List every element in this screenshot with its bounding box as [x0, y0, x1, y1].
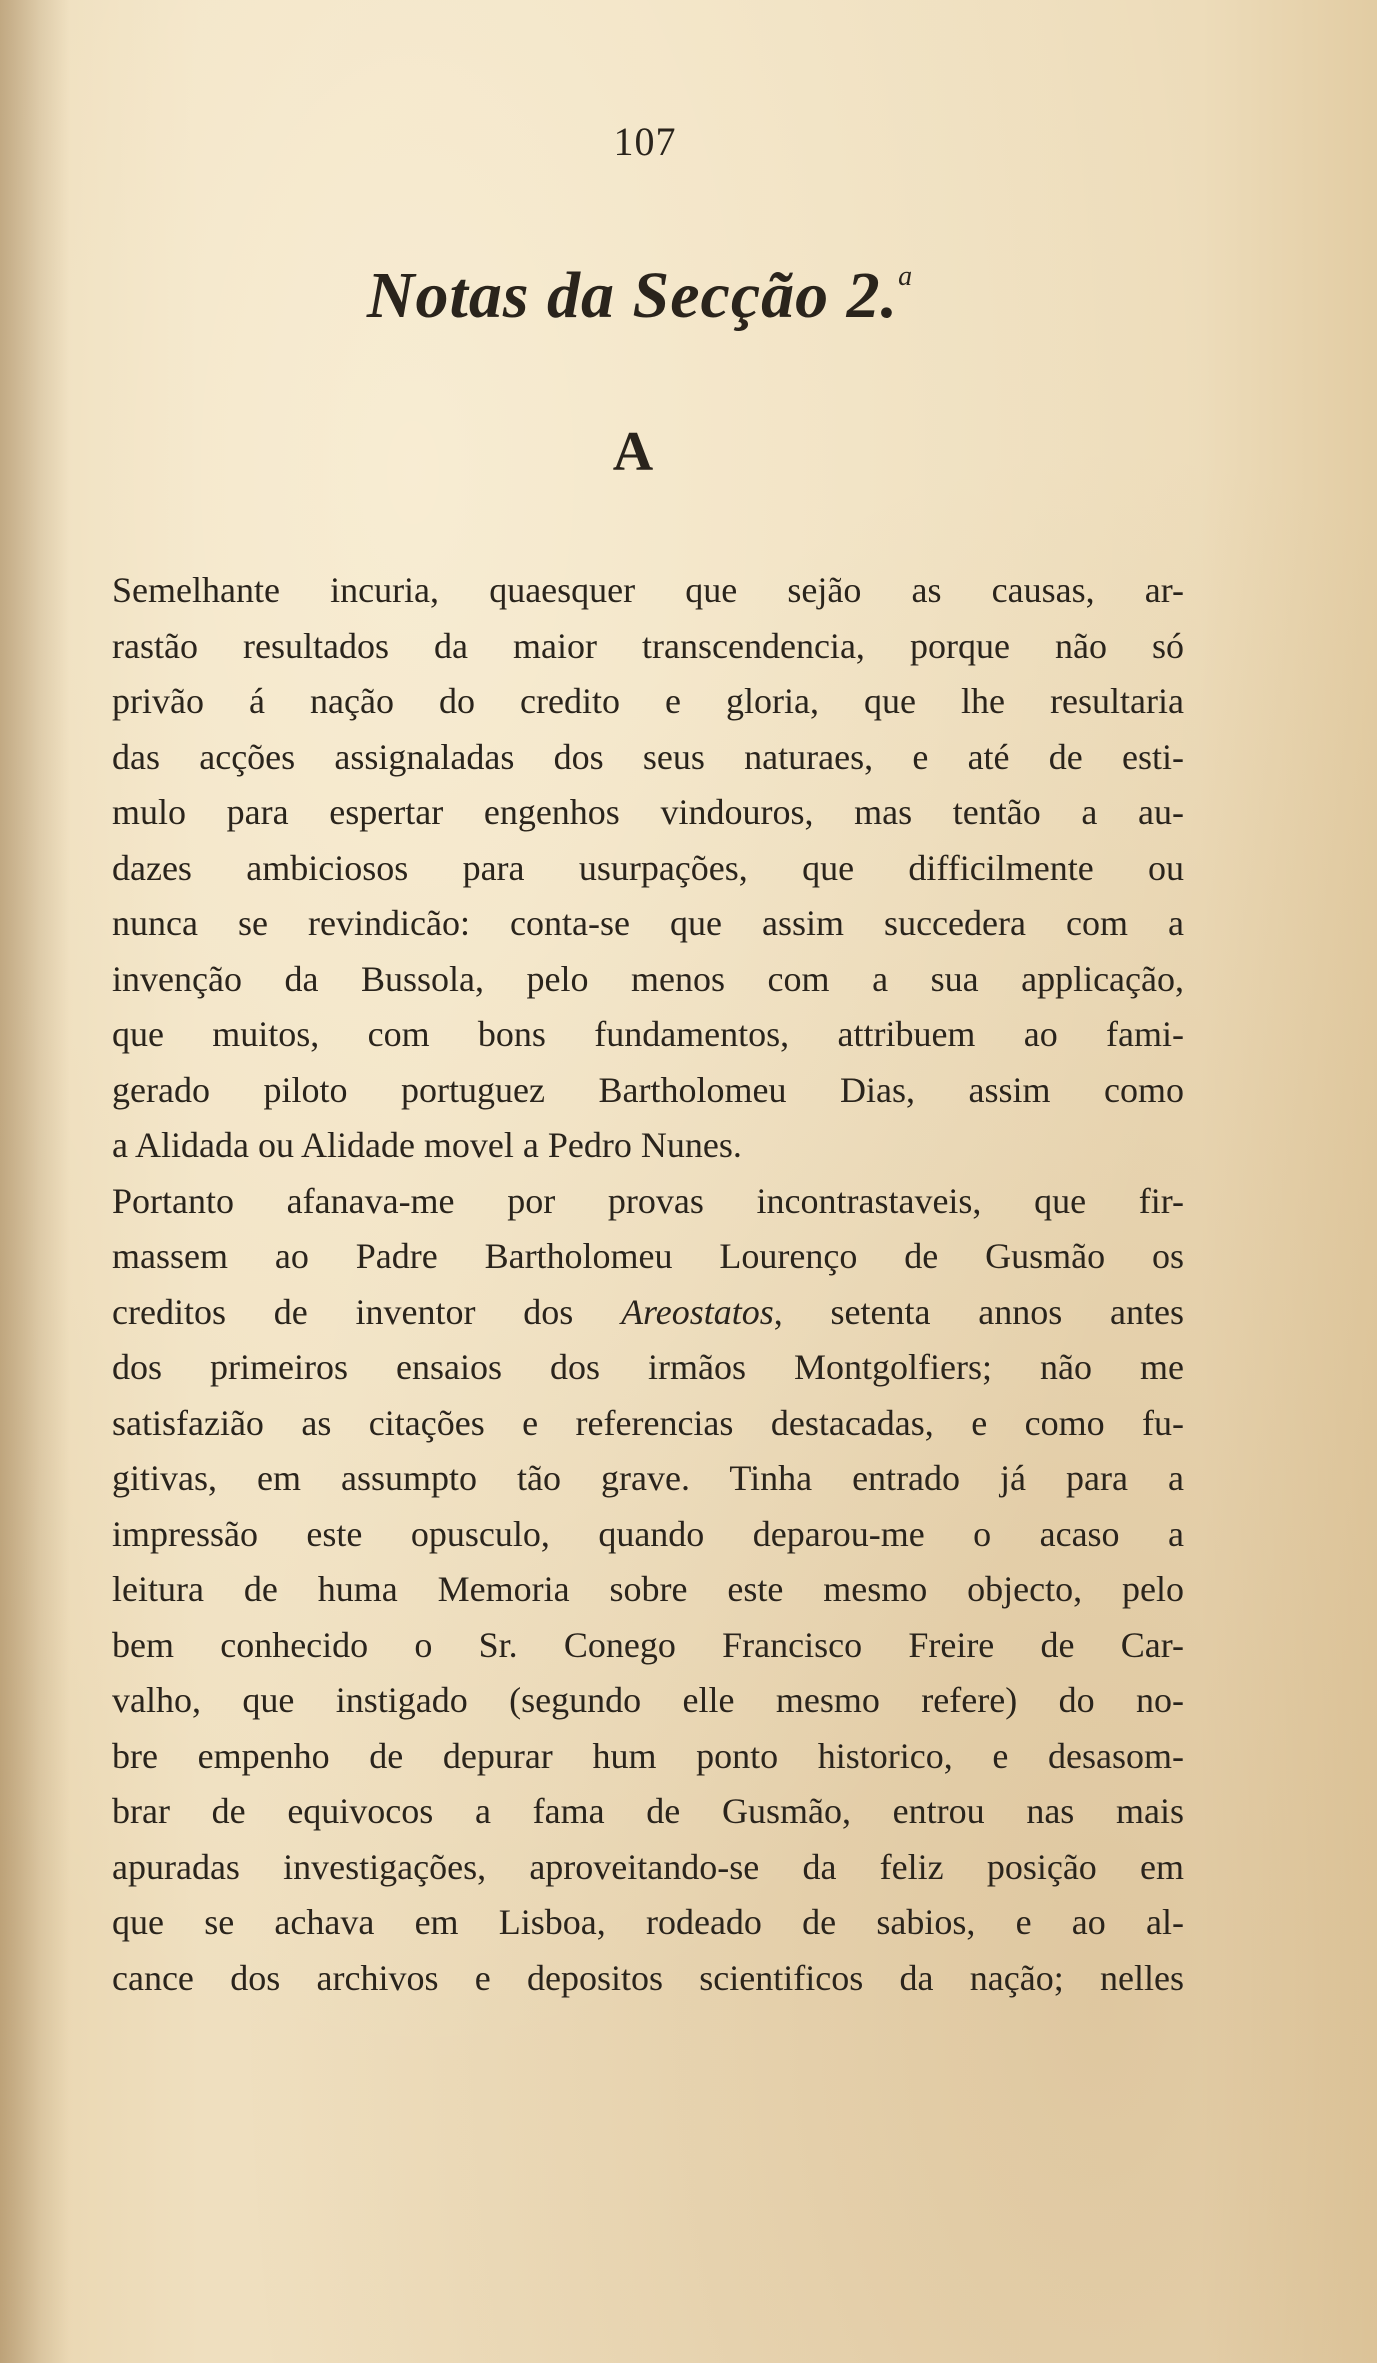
- text-line: valho, que instigado (segundo elle mesmo refere) do no-: [112, 1680, 1184, 1720]
- text-line: que muitos, com bons fundamentos, attribuem ao fami-: [112, 1014, 1184, 1054]
- text-line: brar de equivocos a fama de Gusmão, entrou nas mais: [112, 1791, 1184, 1831]
- text-line: a Alidada ou Alidade movel a Pedro Nunes.: [112, 1125, 742, 1165]
- section-title-superscript: a: [898, 261, 914, 292]
- text-line: das acções assignaladas dos seus naturaes, e até de esti-: [112, 736, 1184, 777]
- text-line: invenção da Bussola, pelo menos com a sua applicação,: [112, 958, 1184, 999]
- text-line: mulo para espertar engenhos vindouros, mas tentão a au-: [112, 792, 1184, 832]
- text-line: rastão resultados da maior transcendencia, porque não só: [112, 625, 1184, 666]
- section-title: [0, 258, 1280, 334]
- text-line: bre empenho de depurar hum ponto historico, e desasom-: [112, 1735, 1184, 1776]
- text-line: cance dos archivos e depositos scientificos da nação; nelles: [112, 1957, 1184, 1998]
- text-line: dazes ambiciosos para usurpações, que difficilmente ou: [112, 847, 1184, 888]
- section-title-text: Notas da Secção 2.: [366, 259, 899, 332]
- text-line: gitivas, em assumpto tão grave. Tinha entrado já para a: [112, 1458, 1184, 1498]
- text-line: satisfazião as citações e referencias destacadas, e como fu-: [112, 1402, 1184, 1443]
- text-line: dos primeiros ensaios dos irmãos Montgolfiers; não me: [112, 1347, 1184, 1387]
- text-line: leitura de huma Memoria sobre este mesmo objecto, pelo: [112, 1569, 1184, 1609]
- text-line: nunca se revindicão: conta-se que assim succedera com a: [112, 903, 1184, 943]
- text-line: gerado piloto portuguez Bartholomeu Dias, assim como: [112, 1069, 1184, 1110]
- text-line: privão á nação do credito e gloria, que lhe resultaria: [112, 681, 1184, 721]
- text-line: Portanto afanava-me por provas incontrastaveis, que fir-: [112, 1180, 1184, 1221]
- binding-shadow: [0, 0, 70, 2363]
- body-text: [112, 563, 1184, 2006]
- text-line: massem ao Padre Bartholomeu Lourenço de Gusmão os: [112, 1236, 1184, 1276]
- note-letter: A: [612, 421, 654, 483]
- text-line: Semelhante incuria, quaesquer que sejão as causas, ar-: [112, 570, 1184, 610]
- text-line: bem conhecido o Sr. Conego Francisco Freire de Car-: [112, 1624, 1184, 1665]
- page-number: 107: [613, 119, 677, 164]
- text-line: que se achava em Lisboa, rodeado de sabios, e ao al-: [112, 1902, 1184, 1942]
- text-line: impressão este opusculo, quando deparou-me o acaso a: [112, 1513, 1184, 1554]
- text-line: creditos de inventor dos Areostatos, setenta annos antes: [112, 1291, 1184, 1332]
- text-line: apuradas investigações, aproveitando-se da feliz posição em: [112, 1846, 1184, 1887]
